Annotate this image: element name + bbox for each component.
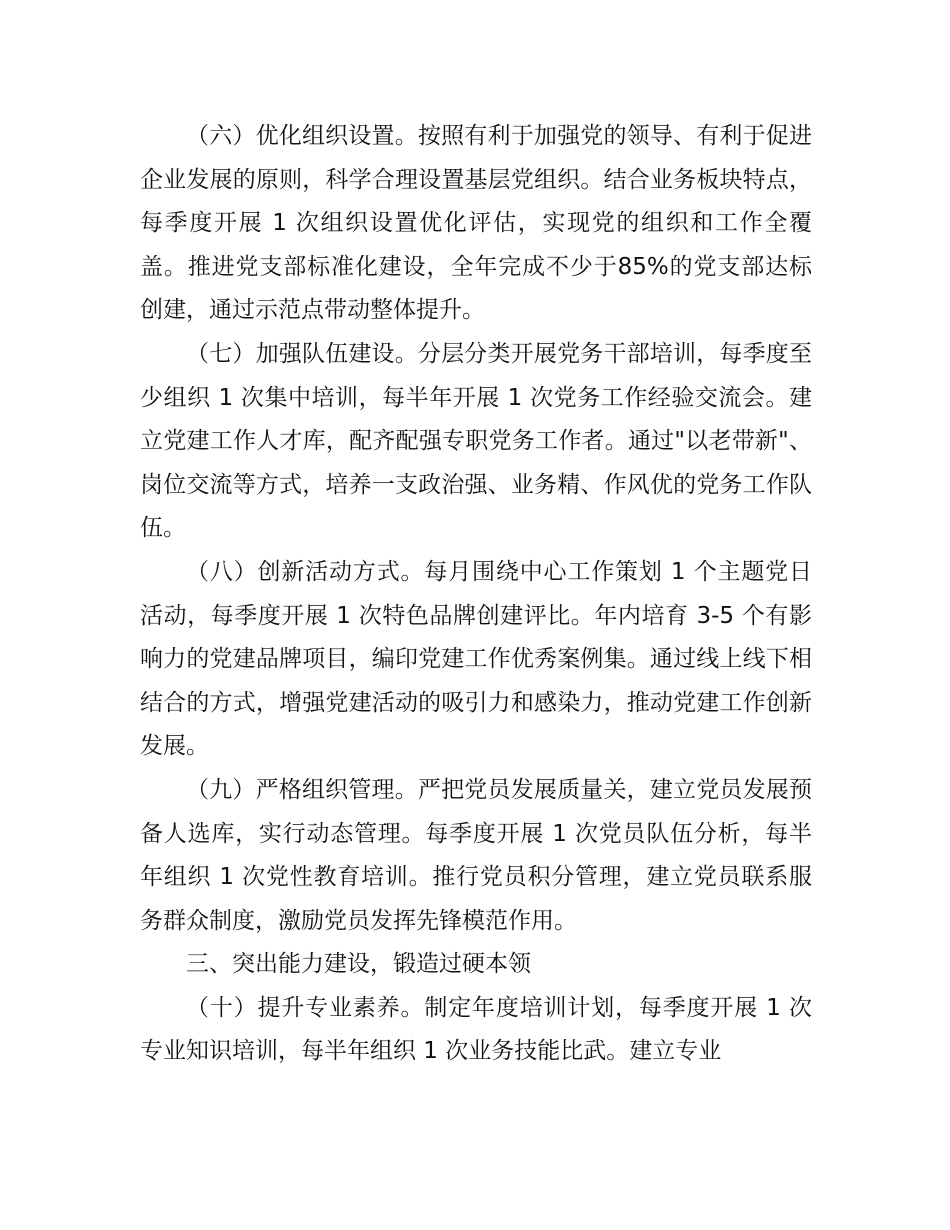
document-body (140, 115, 812, 1074)
paragraph-team-building: （七）加强队伍建设。分层分类开展党务干部培训，每季度至少组织 1 次集中培训，每半年开展 1 次党务工作经验交流会。建立党建工作人才库，配齐配强专职党务工作者。通过"以老带新"、岗位交流等方式，培养一支政治强、业务精、作风优的党务工作队伍。 (140, 340, 812, 542)
section-heading-capability: 三、突出能力建设，锻造过硬本领 (186, 951, 531, 978)
paragraph-organization-management: （九）严格组织管理。严把党员发展质量关，建立党员发展预备人选库，实行动态管理。每季度开展 1 次党员队伍分析，每半年组织 1 次党性教育培训。推行党员积分管理，建立党员联系服务群众制度，激励党员发挥先锋模范作用。 (140, 776, 812, 934)
paragraph-organization-setup: （六）优化组织设置。按照有利于加强党的领导、有利于促进企业发展的原则，科学合理设置基层党组织。结合业务板块特点，每季度开展 1 次组织设置优化评估，实现党的组织和工作全覆盖。推进党支部标准化建设，全年完成不少于85%的党支部达标创建，通过示范点带动整体提升。 (140, 123, 812, 324)
paragraph-professional-quality: （十）提升专业素养。制定年度培训计划，每季度开展 1 次专业知识培训，每半年组织 1 次业务技能比武。建立专业 (140, 994, 812, 1065)
paragraph-activity-innovation: （八）创新活动方式。每月围绕中心工作策划 1 个主题党日活动，每季度开展 1 次特色品牌创建评比。年内培育 3-5 个有影响力的党建品牌项目，编印党建工作优秀案例集。通过线上线下相结合的方式，增强党建活动的吸引力和感染力，推动党建工作创新发展。 (140, 558, 812, 760)
